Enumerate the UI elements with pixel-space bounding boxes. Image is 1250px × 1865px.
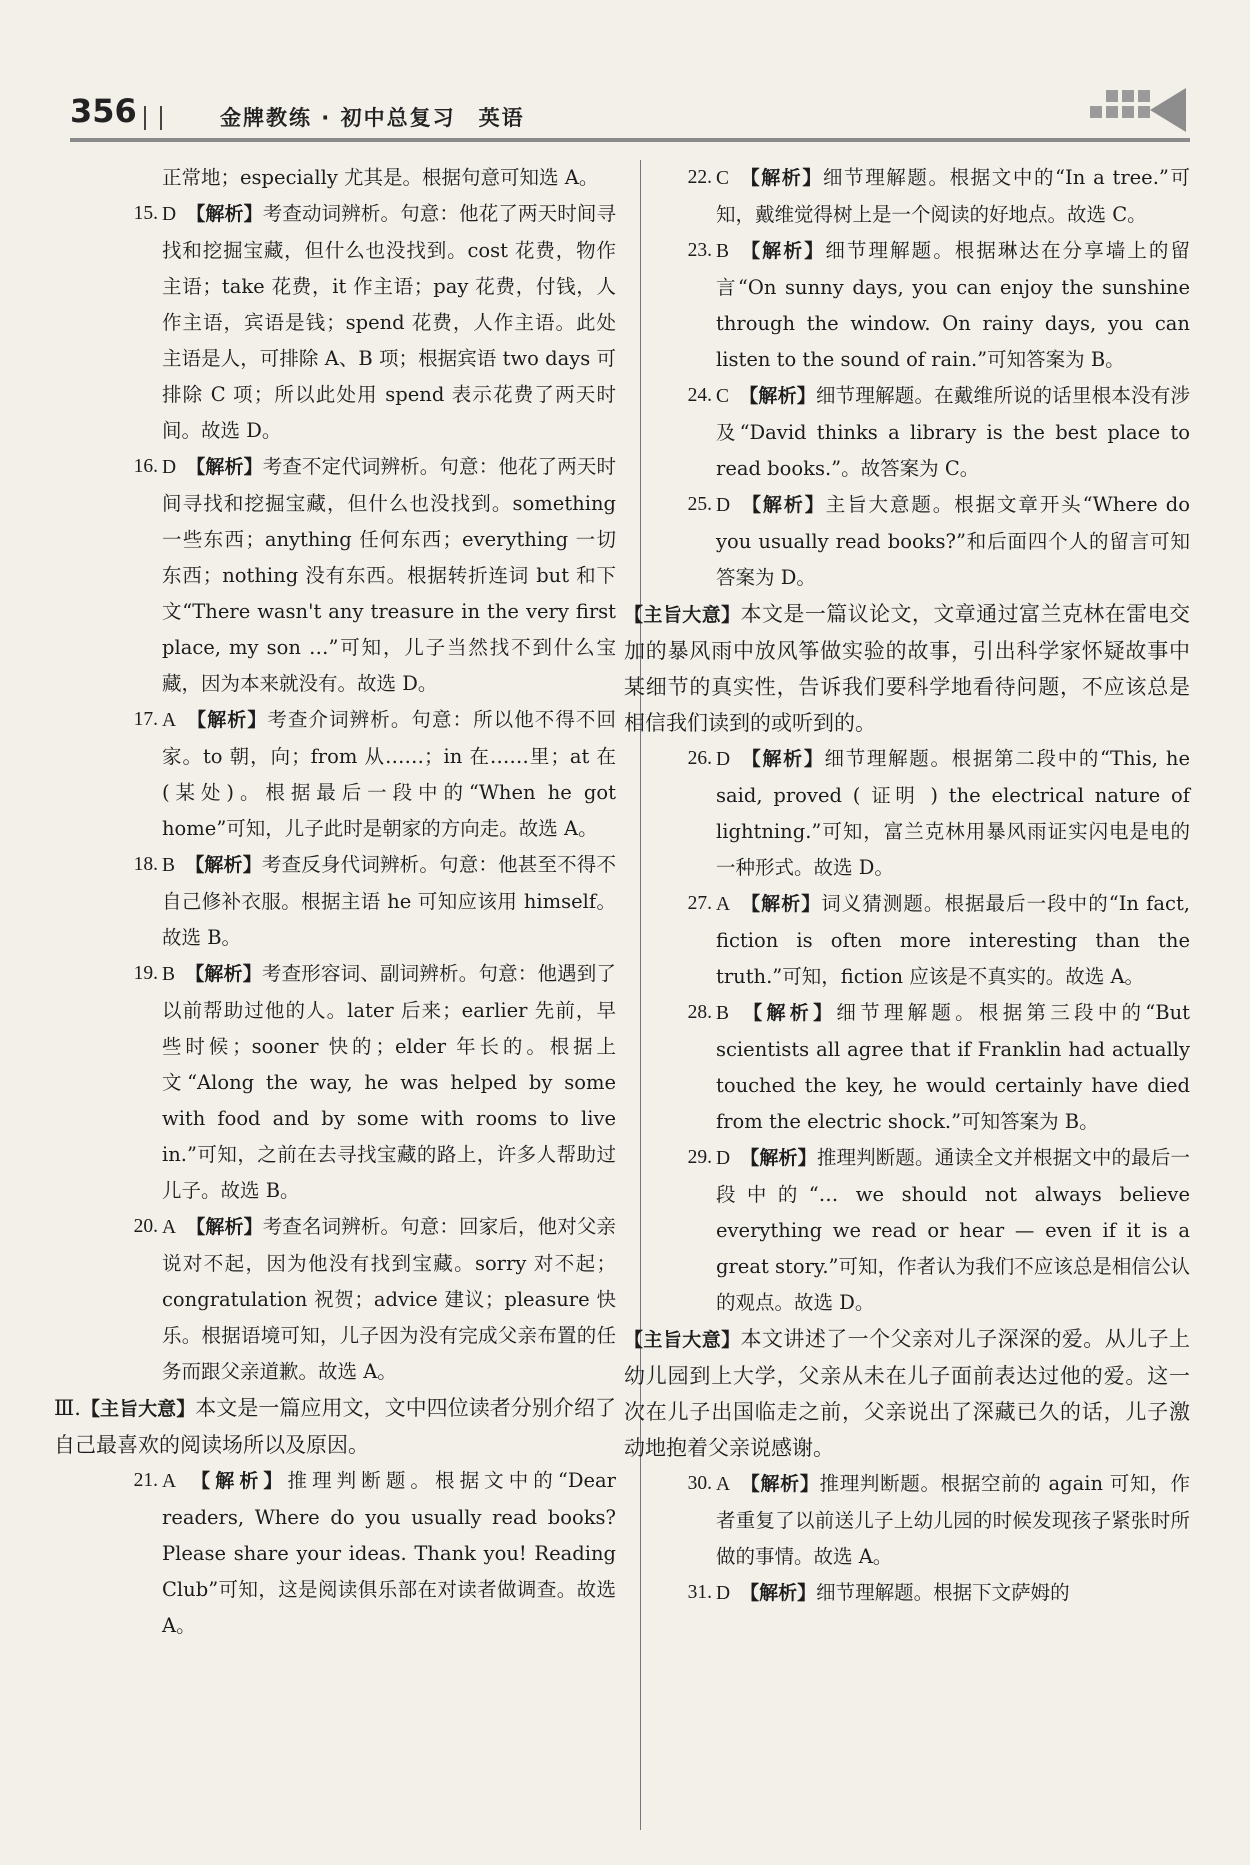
passage-summary: 【主旨大意】本文是一篇议论文，文章通过富兰克林在雷电交加的暴风雨中放风筝做实验的故事，引出科学家怀疑故事中某细节的真实性，告诉我们要科学地看待问题，不应该总是相信我们读到的或听到的。 [624, 602, 1190, 735]
answer-item: 27. A 【解析】词义猜测题。根据最后一段中的“In fact, fiction is often more interesting than the truth.”可知，fiction 应该是不真实的。故选 A。 [687, 892, 1190, 988]
answer-item: 22. C 【解析】细节理解题。根据文中的“In a tree.”可知，戴维觉得树上是一个阅读的好地点。故选 C。 [687, 166, 1190, 226]
header-tick-marks [144, 106, 162, 130]
continued-answer-14: 正常地；especially 尤其是。根据句意可知选 A。 [162, 166, 599, 189]
right-column [624, 160, 1190, 1612]
answer-item: 28. B 【解析】细节理解题。根据第三段中的“But scientists all agree that if Franklin had actually touched the key, he would certainly have died from the electric shock.”可知答案为 B。 [687, 1001, 1190, 1133]
answer-item: 24. C 【解析】细节理解题。在戴维所说的话里根本没有涉及“David thinks a library is the best place to read books.”。故答案为 C。 [687, 384, 1190, 480]
left-column [54, 160, 616, 1644]
page-header [70, 92, 1190, 140]
answer-item: 31. D 【解析】细节理解题。根据下文萨姆的 [687, 1581, 1070, 1604]
answer-item: 23. B 【解析】细节理解题。根据琳达在分享墙上的留言“On sunny days, you can enjoy the sunshine through the window. On rainy days, you can listen to the sound of rain.”可知答案为 B。 [687, 239, 1190, 371]
column-divider [640, 160, 641, 1830]
passage-summary: 【主旨大意】本文讲述了一个父亲对儿子深深的爱。从儿子上幼儿园到上大学，父亲从未在儿子面前表达过他的爱。这一次在儿子出国临走之前，父亲说出了深藏已久的话，儿子激动地抱着父亲说感谢。 [624, 1327, 1190, 1460]
answer-item: 17. A 【解析】考查介词辨析。句意：所以他不得不回家。to 朝，向；from 从……；in 在……里；at 在(某处)。根据最后一段中的“When he got home”可知，儿子此时是朝家的方向走。故选 A。 [133, 708, 616, 840]
answer-item: 29. D 【解析】推理判断题。通读全文并根据文中的最后一段中的“… we should not always believe everything we read or hear — even if it is a great story.”可知，作者认为我们不应该总是相信公认的观点。故选 D。 [687, 1146, 1190, 1314]
answer-item: 19. B 【解析】考查形容词、副词辨析。句意：他遇到了以前帮助过他的人。later 后来；earlier 先前，早些时候；sooner 快的；elder 年长的。根据上文“Along the way, he was helped by some with food and by some with rooms to live in.”可知，之前在去寻找宝藏的路上，许多人帮助过儿子。故选 B。 [133, 962, 616, 1202]
answer-item: 30. A 【解析】推理判断题。根据空前的 again 可知，作者重复了以前送儿子上幼儿园的时候发现孩子紧张时所做的事情。故选 A。 [687, 1472, 1190, 1568]
answer-item: 21. A 【解析】推理判断题。根据文中的“Dear readers, Where do you usually read books? Please share your ideas. Thank you! Reading Club”可知，这是阅读俱乐部在对读者做调查。故选 A。 [133, 1469, 616, 1637]
page-number: 356 [70, 92, 137, 130]
header-decoration-icon [1080, 86, 1190, 132]
answer-item: 16. D 【解析】考查不定代词辨析。句意：他花了两天时间寻找和挖掘宝藏，但什么也没找到。something 一些东西；anything 任何东西；everything 一切东西；nothing 没有东西。根据转折连词 but 和下文“There wasn't any treasure in the very first place, my son …”可知，儿子当然找不到什么宝藏，因为本来就没有。故选 D。 [133, 455, 616, 695]
answer-item: 25. D 【解析】主旨大意题。根据文章开头“Where do you usually read books?”和后面四个人的留言可知答案为 D。 [687, 493, 1190, 589]
answer-item: 18. B 【解析】考查反身代词辨析。句意：他甚至不得不自己修补衣服。根据主语 he 可知应该用 himself。故选 B。 [133, 853, 616, 949]
header-rule [70, 138, 1190, 142]
answer-item: 20. A 【解析】考查名词辨析。句意：回家后，他对父亲说对不起，因为他没有找到宝藏。sorry 对不起；congratulation 祝贺；advice 建议；pleasure 快乐。根据语境可知，儿子因为没有完成父亲布置的任务而跟父亲道歉。故选 A。 [133, 1215, 616, 1383]
answer-item: 15. D 【解析】考查动词辨析。句意：他花了两天时间寻找和挖掘宝藏，但什么也没找到。cost 花费，物作主语；take 花费，it 作主语；pay 花费，付钱，人作主语，宾语是钱；spend 花费，人作主语。此处主语是人，可排除 A、B 项；根据宾语 two days 可排除 C 项；所以此处用 spend 表示花费了两天时间。故选 D。 [133, 202, 616, 442]
book-title: 金牌教练 · 初中总复习 英语 [220, 106, 525, 130]
answer-item: 26. D 【解析】细节理解题。根据第二段中的“This, he said, proved ( 证明 ) the electrical nature of lightning.”可知，富兰克林用暴风雨证实闪电是电的一种形式。故选 D。 [687, 747, 1190, 879]
section-3-summary: Ⅲ.【主旨大意】本文是一篇应用文，文中四位读者分别介绍了自己最喜欢的阅读场所以及原因。 [54, 1396, 616, 1457]
